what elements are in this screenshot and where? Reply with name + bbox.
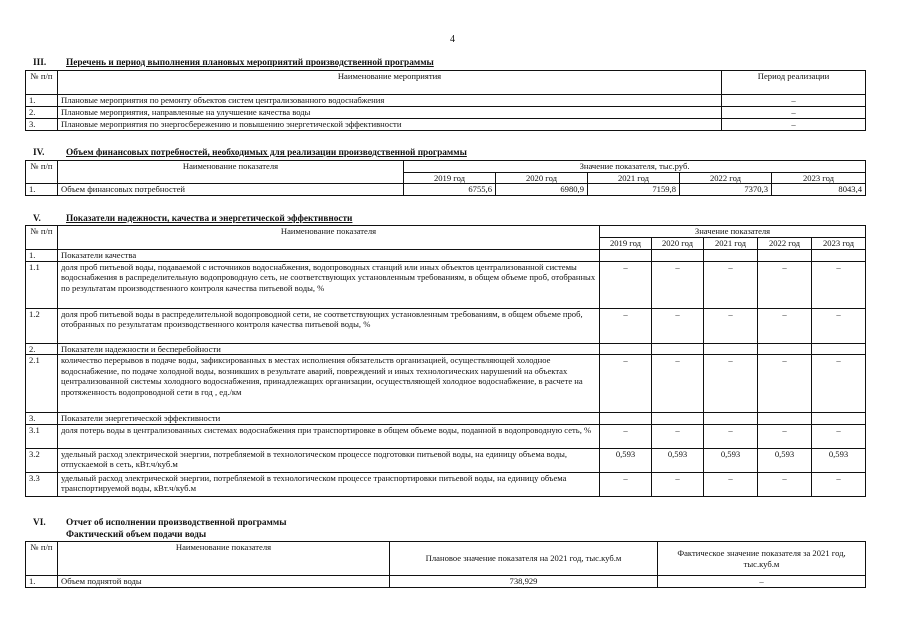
year-header: 2023 год [812, 238, 866, 250]
table-header-row [26, 71, 866, 95]
group-row: 2. Показатели надежности и бесперебойности [26, 343, 866, 355]
header-no: № п/п [26, 71, 58, 95]
header-name: Наименование показателя [58, 542, 390, 576]
table-header-row [26, 226, 866, 238]
table-row: 3.3 удельный расход электрической энергии, потребляемой в технологическом процессе транспортировки питьевой воды, на единицу объема транспортируемой воды, кВт.ч/куб.м – – – – – [26, 472, 866, 496]
year-header: 2023 год [772, 172, 866, 184]
year-header: 2022 год [758, 238, 812, 250]
table-row: 2.1 количество перерывов в подаче воды, зафиксированных в местах исполнения обязательств организацией, осуществляющей холодное водоснабжение, по подаче холодной воды, возникших в результате аварий, повреждений и иных технологических нарушений на объектах централизованной системы холодного водоснабжения, принадлежащих организации, осуществляющей холодное водоснабжение, в расчете на протяженность водопроводной сети в год , ед./км – – – – – [26, 355, 866, 413]
section-4-title: IV. Объем финансовых потребностей, необходимых для реализации производственной программы [33, 148, 467, 158]
year-header: 2022 год [680, 172, 772, 184]
section-5-title: V. Показатели надежности, качества и энергетической эффективности [33, 214, 353, 224]
header-name: Наименование показателя [58, 161, 404, 184]
group-row: 3. Показатели энергетической эффективности [26, 413, 866, 425]
table-row: 3. Плановые мероприятия по энергосбережению и повышению энергетической эффективности – [26, 119, 866, 131]
year-header: 2020 год [652, 238, 704, 250]
header-name: Наименование мероприятия [58, 71, 722, 95]
header-name: Наименование показателя [58, 226, 600, 250]
table-row: 1. Плановые мероприятия по ремонту объектов систем централизованного водоснабжения – [26, 95, 866, 107]
table-row: 1. Объем поднятой воды 738,929 – [26, 576, 866, 588]
table-header-row [26, 161, 866, 173]
table-row: 1. Объем финансовых потребностей 6755,6 6980,9 7159,8 7370,3 8043,4 [26, 184, 866, 196]
header-value: Значение показателя, тыс.руб. [404, 161, 866, 173]
table-row: 2. Плановые мероприятия, направленные на улучшение качества воды – [26, 107, 866, 119]
table-row: 1.1 доля проб питьевой воды, подаваемой с источников водоснабжения, водопроводных станций или иных объектов централизованной системы водоснабжения в распределительную водопроводную сеть, не соответствующих установленным требованиям, в общем объеме проб, отобранных по результатам производственного контроля качества питьевой воды, % – – – – – [26, 261, 866, 308]
section-4-table [25, 160, 866, 196]
section-6-title: VI. Отчет об исполнении производственной программы [33, 518, 287, 528]
year-header: 2019 год [600, 238, 652, 250]
header-actual: Фактическое значение показателя за 2021 год, тыс.куб.м [658, 542, 866, 576]
year-header: 2021 год [704, 238, 758, 250]
year-header: 2019 год [404, 172, 496, 184]
section-5-table [25, 225, 866, 497]
table-row: 3.2 удельный расход электрической энергии, потребляемой в технологическом процессе подготовки питьевой воды, на единицу объема воды, отпускаемой в сеть, кВт.ч/куб.м 0,593 0,593 0,593 0,593 0,593 [26, 448, 866, 472]
table-header-row [26, 542, 866, 576]
year-header: 2021 год [588, 172, 680, 184]
year-header: 2020 год [496, 172, 588, 184]
header-no: № п/п [26, 226, 58, 250]
header-planned: Плановое значение показателя на 2021 год, тыс.куб.м [390, 542, 658, 576]
header-no: № п/п [26, 161, 58, 184]
header-period: Период реализации [722, 71, 866, 95]
header-no: № п/п [26, 542, 58, 576]
table-row: 1.2 доля проб питьевой воды в распределительной водопроводной сети, не соответствующих установленным требованиям, в общем объеме проб, отобранных по результатам производственного контроля качества питьевой воды, % – – – – – [26, 308, 866, 343]
section-6-table [25, 541, 866, 588]
table-row: 3.1 доля потерь воды в централизованных системах водоснабжения при транспортировке в общем объеме воды, поданной в водопроводную сеть, % – – – – – [26, 424, 866, 448]
page-number: 4 [450, 34, 455, 45]
section-3-title: III. Перечень и период выполнения плановых мероприятий производственной программы [33, 58, 434, 68]
section-6-subtitle: Фактический объем подачи воды [66, 530, 207, 540]
section-3-table [25, 70, 866, 131]
header-value: Значение показателя [600, 226, 866, 238]
group-row: 1. Показатели качества [26, 250, 866, 262]
